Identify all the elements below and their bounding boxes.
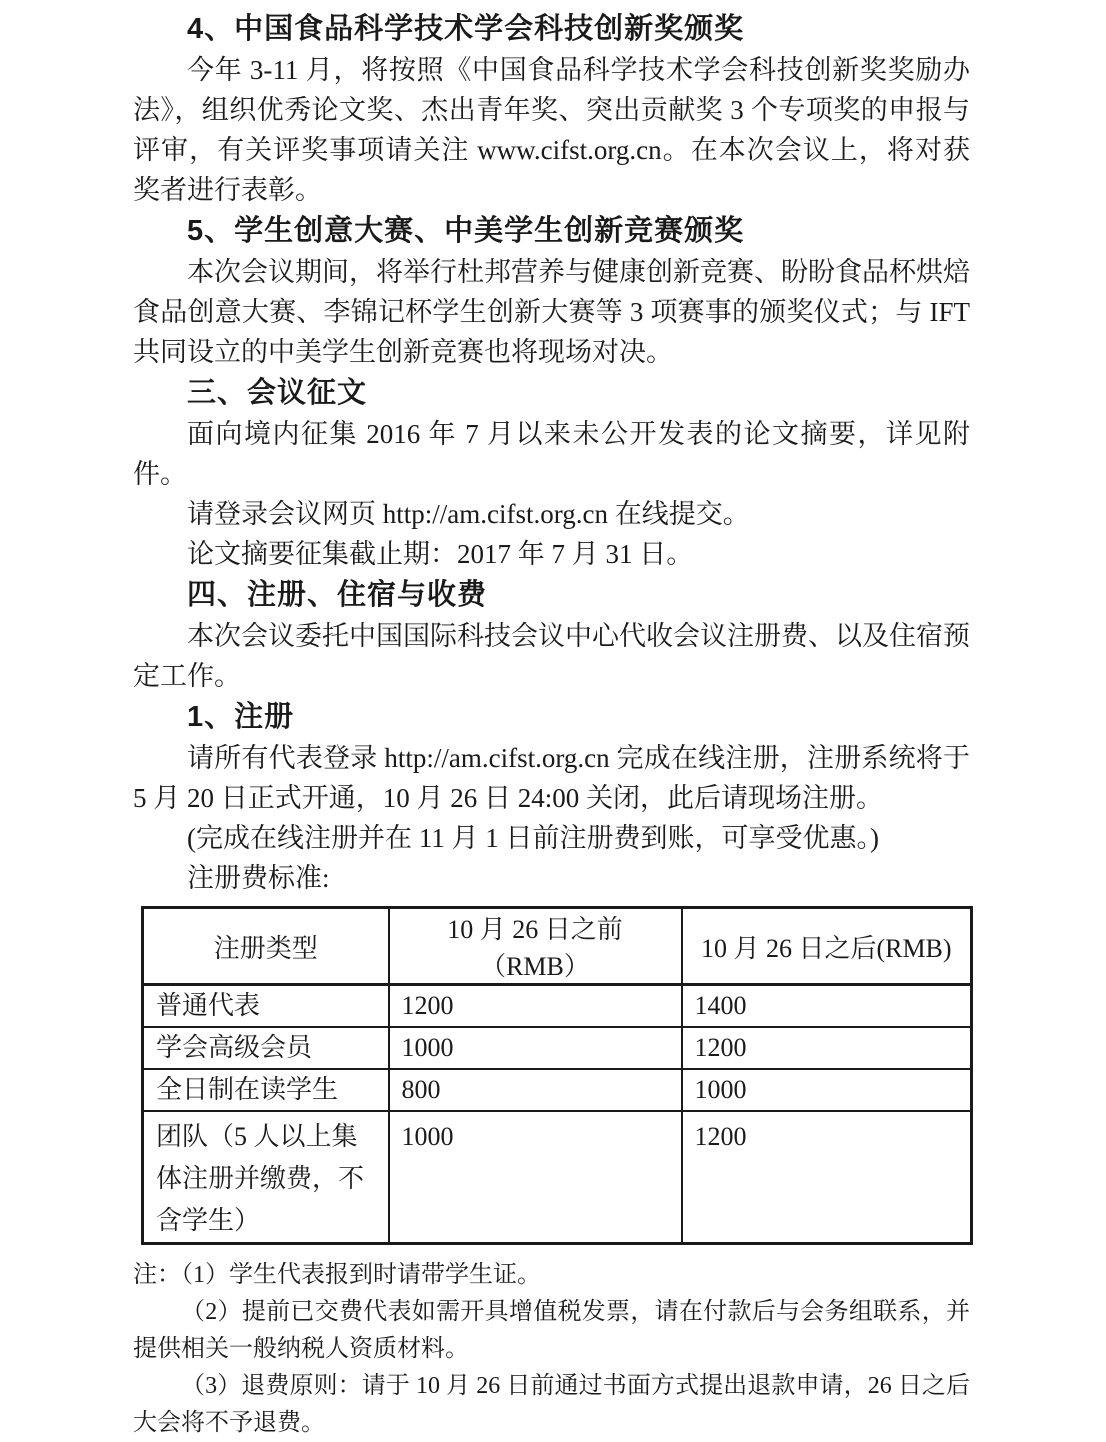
fee-table-row-senior-member [143,1027,972,1069]
paragraph-discount-condition: (完成在线注册并在 11 月 1 日前注册费到账，可享受优惠。) [187,823,879,853]
note-vat-invoice: （2）提前已交费代表如需开具增值税发票，请在付款后与会务组联系，并提供相关一般纳税人资质材料。 [133,1299,970,1362]
section-registration [133,696,970,898]
fee-table [141,906,973,1245]
note-student-id: 注：（1）学生代表报到时请带学生证。 [133,1262,541,1288]
fee-cell-early: 1000 [389,1111,682,1244]
heading-cifst-award: 4、中国食品科学技术学会科技创新奖颁奖 [187,13,745,45]
fee-table-row-regular [143,985,972,1028]
paragraph-cifst-award: 今年 3-11 月，将按照《中国食品科学技术学会科技创新奖奖励办法》，组织优秀论文奖、杰出青年奖、突出贡献奖 3 个专项奖的申报与评审，有关评奖事项请关注 www.cifst.org.cn。在本次会议上，将对获奖者进行表彰。 [133,55,970,205]
paragraph-online-registration: 请所有代表登录 http://am.cifst.org.cn 完成在线注册，注册系统将于 5 月 20 日正式开通，10 月 26 日 24:00 关闭，此后请现场注册。 [133,743,970,813]
paragraph-fee-collection-agent: 本次会议委托中国国际科技会议中心代收会议注册费、以及住宿预定工作。 [133,621,970,691]
fee-table-row-student [143,1069,972,1111]
note-refund-policy: （3）退费原则：请于 10 月 26 日前通过书面方式提出退款申请，26 日之后大会将不予退费。 [133,1373,970,1436]
paragraph-student-contests: 本次会议期间，将举行杜邦营养与健康创新竞赛、盼盼食品杯烘焙食品创意大赛、李锦记杯学生创新大赛等 3 项赛事的颁奖仪式；与 IFT 共同设立的中美学生创新竞赛也将现场对决。 [133,257,970,367]
fee-table-header-row [143,908,972,985]
section-registration-lodging-fees [133,574,970,696]
fee-table-header-type: 注册类型 [143,908,389,985]
fee-cell-late: 1200 [682,1111,972,1244]
section-call-for-papers [133,372,970,574]
paragraph-abstract-deadline: 论文摘要征集截止期：2017 年 7 月 31 日。 [187,539,694,569]
fee-cell-late: 1200 [682,1027,972,1069]
fee-table-row-group [143,1111,972,1244]
fee-cell-type: 学会高级会员 [143,1027,389,1069]
paragraph-fee-standard-label: 注册费标准: [187,863,330,893]
fee-cell-late: 1400 [682,985,972,1028]
fee-cell-type: 普通代表 [143,985,389,1028]
heading-registration: 1、注册 [187,701,295,733]
fee-table-header-early: 10 月 26 日之前（RMB） [389,908,682,985]
heading-registration-lodging-fees: 四、注册、住宿与收费 [187,579,488,611]
fee-cell-early: 800 [389,1069,682,1111]
paragraph-submit-url: 请登录会议网页 http://am.cifst.org.cn 在线提交。 [187,499,750,529]
section-cifst-award [133,8,970,210]
fee-cell-type: 团队（5 人以上集体注册并缴费，不含学生） [143,1111,389,1244]
fee-cell-type: 全日制在读学生 [143,1069,389,1111]
section-student-contests [133,210,970,372]
paragraph-abstract-scope: 面向境内征集 2016 年 7 月以来未公开发表的论文摘要，详见附件。 [133,419,970,489]
fee-cell-early: 1200 [389,985,682,1028]
fee-cell-early: 1000 [389,1027,682,1069]
heading-call-for-papers: 三、会议征文 [187,377,368,409]
fee-cell-late: 1000 [682,1069,972,1111]
fee-table-header-late: 10 月 26 日之后(RMB) [682,908,972,985]
heading-student-contests: 5、学生创意大赛、中美学生创新竞赛颁奖 [187,215,745,247]
notes-block [133,1257,970,1442]
